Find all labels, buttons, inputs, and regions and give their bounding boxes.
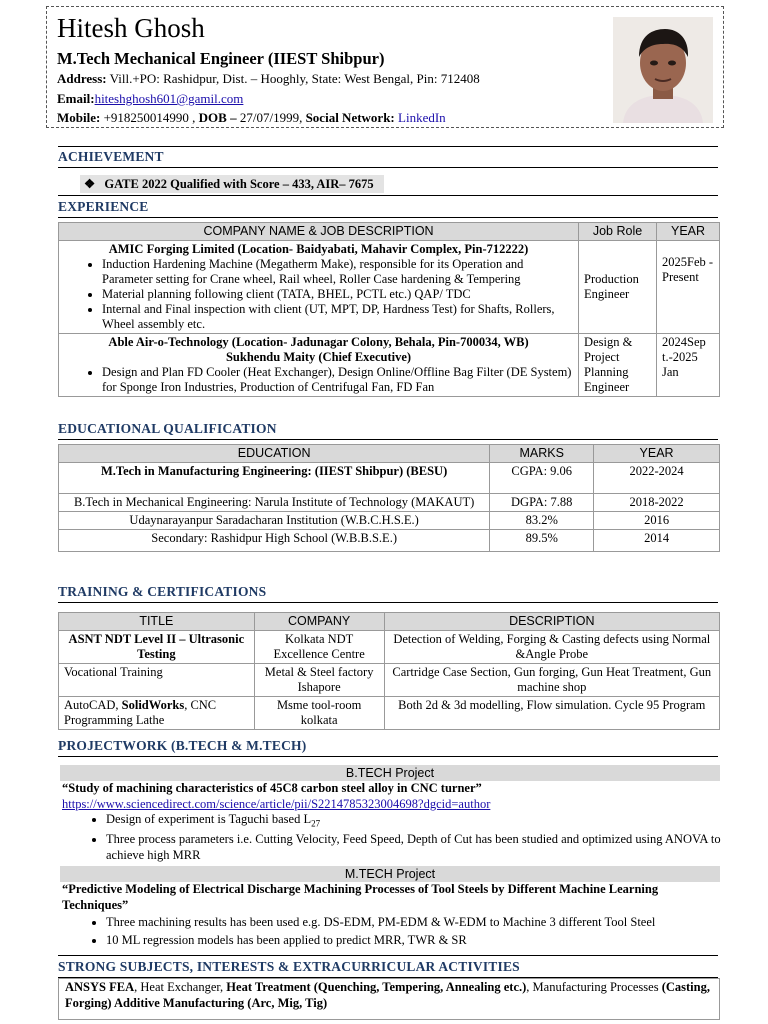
education-year: 2016 (594, 512, 720, 530)
list-item: • Three machining results has been used e.g. DS-EDM, PM-EDM & W-EDM to Machine 3 different Tool Steel (106, 915, 722, 931)
education-marks: 89.5% (490, 530, 594, 552)
col-header: Job Role (579, 223, 657, 241)
company-name: AMIC Forging Limited (Location- Baidyabati, Mahavir Complex, Pin-712222) (108, 242, 529, 256)
btech-project-header: B.TECH Project (60, 765, 720, 781)
job-role: Design & Project Planning Engineer (579, 334, 657, 397)
col-header: EDUCATION (59, 445, 490, 463)
mobile-value: +918250014990 , (103, 110, 196, 125)
btech-project-bullets (62, 812, 722, 863)
education-year: 2018-2022 (594, 494, 720, 512)
list-item: • Three process parameters i.e. Cutting Velocity, Feed Speed, Depth of Cut has been studied and optimized using ANOVA to achieve high MRR (106, 832, 722, 863)
table-row (59, 494, 720, 512)
company-contact: Sukhendu Maity (Chief Executive) (225, 350, 412, 364)
table-row (59, 463, 720, 494)
table-row (59, 512, 720, 530)
education-marks: CGPA: 9.06 (490, 463, 594, 494)
job-description (59, 334, 579, 397)
education-table (58, 444, 720, 552)
job-year: 2024Sep t.-2025 Jan (657, 334, 720, 397)
table-header-row (59, 223, 720, 241)
divider (58, 146, 718, 147)
list-item-text: Design of experiment is Taguchi based L (106, 812, 312, 826)
section-achievement: ACHIEVEMENT (58, 149, 718, 168)
table-row (59, 697, 720, 730)
header-box (46, 6, 724, 128)
interest-text: , Manufacturing Processes (526, 980, 662, 994)
training-title-part: AutoCAD, (64, 698, 122, 712)
education-marks: DGPA: 7.88 (490, 494, 594, 512)
list-item: • Induction Hardening Machine (Megatherm Make), responsible for its Operation and Parameter setting for Crane wheel, Rail wheel, Roller Case hardening & Tempering (102, 257, 573, 287)
section-projects: PROJECTWORK (B.TECH & M.TECH) (58, 738, 718, 757)
btech-project-link[interactable]: https://www.sciencedirect.com/science/article/pii/S2214785323004698?dgcid=author (62, 796, 491, 811)
training-title (59, 697, 255, 730)
section-education: EDUCATIONAL QUALIFICATION (58, 421, 718, 440)
contact-line (57, 110, 446, 126)
training-description: Both 2d & 3d modelling, Flow simulation. Cycle 95 Program (384, 697, 719, 730)
candidate-title: M.Tech Mechanical Engineer (IIEST Shibpur) (57, 49, 385, 68)
address-line (57, 71, 480, 87)
divider (58, 195, 718, 196)
training-title-bold: SolidWorks (121, 698, 185, 712)
col-header: MARKS (490, 445, 594, 463)
diamond-bullet-icon: ❖ (84, 177, 96, 191)
training-company: Kolkata NDT Excellence Centre (254, 631, 384, 664)
achievement-item (80, 175, 384, 193)
job-bullets (64, 365, 573, 395)
candidate-name: Hitesh Ghosh (57, 13, 205, 43)
education-marks: 83.2% (490, 512, 594, 530)
training-company: Msme tool-room kolkata (254, 697, 384, 730)
training-company: Metal & Steel factory Ishapore (254, 664, 384, 697)
table-row (59, 334, 720, 397)
interest-bold: Heat Treatment (Quenching, Tempering, Annealing etc.) (226, 980, 527, 994)
mobile-label: Mobile: (57, 110, 101, 125)
education-name: M.Tech in Manufacturing Engineering: (IIEST Shibpur) (BESU) (59, 463, 490, 494)
list-item: • Design and Plan FD Cooler (Heat Exchanger), Design Online/Offline Bag Filter (DE System) for Sponge Iron Industries, Production of Centrifugal Fan, FD Fan (102, 365, 573, 395)
education-name: B.Tech in Mechanical Engineering: Narula Institute of Technology (MAKAUT) (59, 494, 490, 512)
training-table (58, 612, 720, 730)
col-header: TITLE (59, 613, 255, 631)
education-year: 2022-2024 (594, 463, 720, 494)
table-header-row (59, 445, 720, 463)
dob-label: DOB – (198, 110, 237, 125)
email-line (57, 91, 243, 107)
table-row (59, 631, 720, 664)
achievement-text: GATE 2022 Qualified with Score – 433, AIR– 7675 (104, 177, 374, 191)
interests-box (58, 978, 720, 1020)
training-title-part: , CNC Programming Lathe (64, 698, 217, 727)
section-training: TRAINING & CERTIFICATIONS (58, 584, 718, 603)
mtech-project-header: M.TECH Project (60, 866, 720, 882)
table-header-row (59, 613, 720, 631)
social-label: Social Network: (305, 110, 395, 125)
list-item: • Material planning following client (TATA, BHEL, PCTL etc.) QAP/ TDC (102, 287, 573, 302)
divider (58, 955, 718, 956)
col-header: COMPANY (254, 613, 384, 631)
email-link[interactable]: hiteshghosh601@gamil.com (94, 91, 244, 106)
education-name: Secondary: Rashidpur High School (W.B.B.S.E.) (59, 530, 490, 552)
linkedin-link[interactable]: LinkedIn (398, 110, 446, 125)
company-name: Able Air-o-Technology (Location- Jadunagar Colony, Behala, Pin-700034, WB) (108, 335, 529, 349)
list-item: • Internal and Final inspection with client (UT, MPT, DP, Hardness Test) for Shafts, Rollers, Wheel assembly etc. (102, 302, 573, 332)
mtech-project-bullets (62, 915, 722, 948)
training-description: Detection of Welding, Forging & Casting defects using Normal &Angle Probe (384, 631, 719, 664)
interest-text: , Heat Exchanger, (134, 980, 227, 994)
interest-bold: ANSYS FEA (65, 980, 135, 994)
list-item: • 10 ML regression models has been applied to predict MRR, TWR & SR (106, 933, 722, 949)
training-title: ASNT NDT Level II – Ultrasonic Testing (59, 631, 255, 664)
profile-photo-icon (613, 17, 713, 123)
training-title: Vocational Training (59, 664, 255, 697)
col-header: DESCRIPTION (384, 613, 719, 631)
list-item (106, 812, 722, 832)
address-value: Vill.+PO: Rashidpur, Dist. – Hooghly, State: West Bengal, Pin: 712408 (109, 71, 480, 86)
col-header: YEAR (594, 445, 720, 463)
interest-bold: (Casting, Forging) Additive Manufacturing (Arc, Mig, Tig) (65, 980, 710, 1010)
dob-value: 27/07/1999, (239, 110, 303, 125)
section-experience: EXPERIENCE (58, 199, 718, 218)
job-bullets (64, 257, 573, 332)
address-label: Address: (57, 71, 107, 86)
job-role: Production Engineer (579, 241, 657, 334)
job-year: 2025Feb - Present (657, 241, 720, 334)
list-item-subscript: 27 (311, 818, 321, 829)
table-row (59, 664, 720, 697)
btech-project-title: “Study of machining characteristics of 45C8 carbon steel alloy in CNC turner” (62, 781, 482, 795)
education-year: 2014 (594, 530, 720, 552)
education-name: Udaynarayanpur Saradacharan Institution (W.B.C.H.S.E.) (59, 512, 490, 530)
mtech-project-title: “Predictive Modeling of Electrical Discharge Machining Processes of Tool Steels by Different Machine Learning Techniques” (62, 882, 659, 912)
email-label: Email: (57, 91, 95, 106)
experience-table (58, 222, 720, 397)
col-header: YEAR (657, 223, 720, 241)
section-interests: STRONG SUBJECTS, INTERESTS & EXTRACURRICULAR ACTIVITIES (58, 959, 718, 978)
table-row (59, 241, 720, 334)
table-row (59, 530, 720, 552)
profile-photo (613, 17, 713, 123)
mtech-project-body (62, 882, 722, 948)
job-description (59, 241, 579, 334)
col-header: COMPANY NAME & JOB DESCRIPTION (59, 223, 579, 241)
btech-project-body (62, 781, 722, 863)
training-description: Cartridge Case Section, Gun forging, Gun Heat Treatment, Gun machine shop (384, 664, 719, 697)
